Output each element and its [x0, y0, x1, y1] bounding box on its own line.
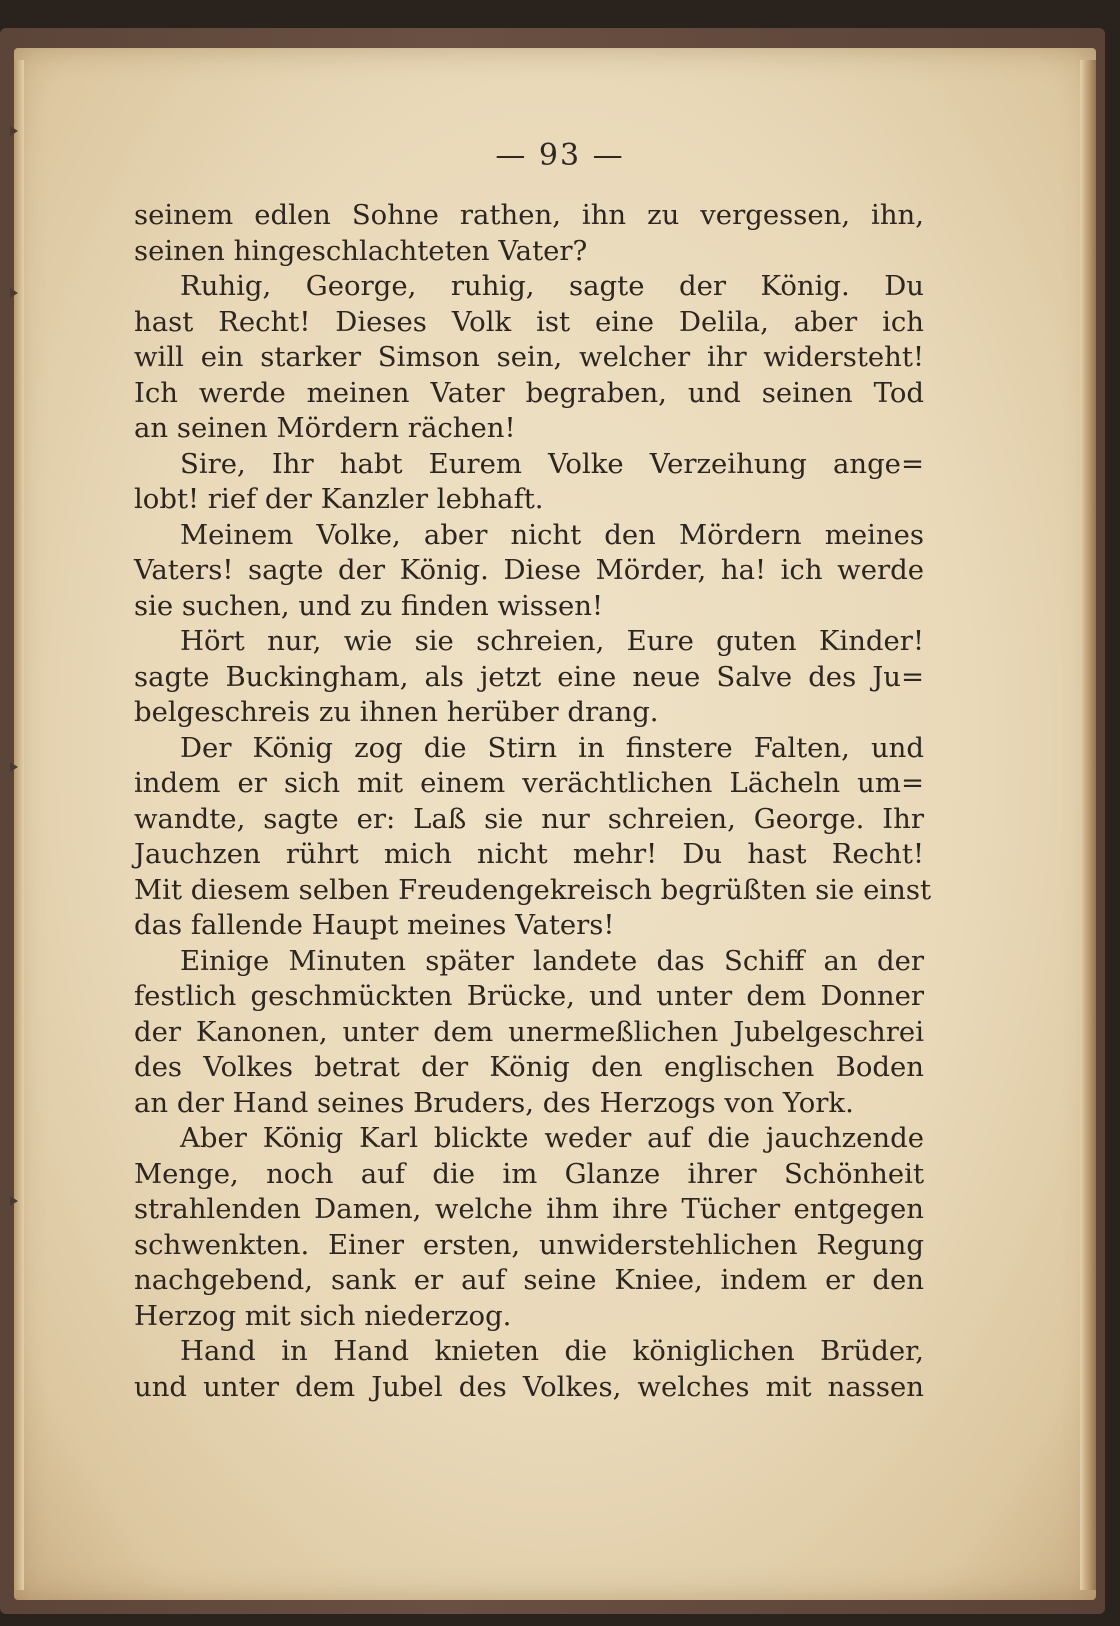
text-line: belgeschreis zu ihnen herüber drang. [134, 696, 659, 728]
text-line: indem er sich mit einem verächtlichen Lächeln um= [134, 767, 924, 799]
page-fore-edge [1080, 60, 1096, 1590]
text-line: Einige Minuten später landete das Schiff an der [180, 944, 924, 977]
text-line: des Volkes betrat der König den englischen Boden [134, 1051, 924, 1083]
text-line: Menge, noch auf die im Glanze ihrer Schönheit [134, 1157, 924, 1190]
text-line: Ich werde meinen Vater begraben, und seinen Tod [134, 376, 924, 409]
text-line: und unter dem Jubel des Volkes, welches mit nassen [134, 1370, 924, 1403]
page-number: — 93 — [495, 138, 625, 173]
text-line: Jauchzen rührt mich nicht mehr! Du hast Recht! [134, 838, 924, 870]
text-line: Mit diesem selben Freudengekreisch begrüßten sie einst [134, 873, 932, 906]
text-line: Herzog mit sich niederzog. [134, 1299, 512, 1332]
text-line: an seinen Mördern rächen! [134, 412, 516, 444]
text-line: hast Recht! Dieses Volk ist eine Delila, aber ich [134, 305, 924, 338]
text-line: wandte, sagte er: Laß sie nur schreien, George. Ihr [134, 802, 924, 835]
binding-mark-icon [10, 762, 18, 772]
text-line: will ein starker Simson sein, welcher ihr widersteht! [134, 341, 924, 373]
text-line: schwenkten. Einer ersten, unwiderstehlichen Regung [134, 1228, 924, 1261]
text-line: Hört nur, wie sie schreien, Eure guten Kinder! [180, 625, 924, 657]
body-text [134, 198, 932, 1405]
text-line: an der Hand seines Bruders, des Herzogs von York. [134, 1086, 854, 1119]
text-line: lobt! rief der Kanzler lebhaft. [134, 483, 544, 515]
binding-mark-icon [10, 288, 18, 298]
text-line: Vaters! sagte der König. Diese Mörder, ha! ich werde [134, 554, 924, 586]
text-line: Hand in Hand knieten die königlichen Brüder, [180, 1335, 924, 1367]
text-line: festlich geschmückten Brücke, und unter dem Donner [134, 980, 924, 1012]
binding-mark-icon [10, 1196, 18, 1206]
text-line: seinen hingeschlachteten Vater? [134, 234, 588, 267]
text-line: strahlenden Damen, welche ihm ihre Tücher entgegen [134, 1193, 924, 1225]
text-line: nachgebend, sank er auf seine Kniee, indem er den [134, 1264, 924, 1296]
text-line: das fallende Haupt meines Vaters! [134, 909, 615, 941]
binding-mark-icon [10, 126, 18, 136]
text-line: Ruhig, George, ruhig, sagte der König. Du [180, 270, 924, 302]
text-line: seinem edlen Sohne rathen, ihn zu vergessen, ihn, [134, 199, 924, 231]
text-line: Sire, Ihr habt Eurem Volke Verzeihung ange= [180, 447, 924, 480]
text-line: der Kanonen, unter dem unermeßlichen Jubelgeschrei [134, 1015, 924, 1048]
text-line: Der König zog die Stirn in finstere Falten, und [180, 731, 924, 764]
text-line: sie suchen, und zu finden wissen! [134, 589, 604, 622]
text-line: Meinem Volke, aber nicht den Mördern meines [180, 518, 924, 551]
text-line: Aber König Karl blickte weder auf die jauchzende [180, 1122, 924, 1154]
text-line: sagte Buckingham, als jetzt eine neue Salve des Ju= [134, 660, 924, 693]
